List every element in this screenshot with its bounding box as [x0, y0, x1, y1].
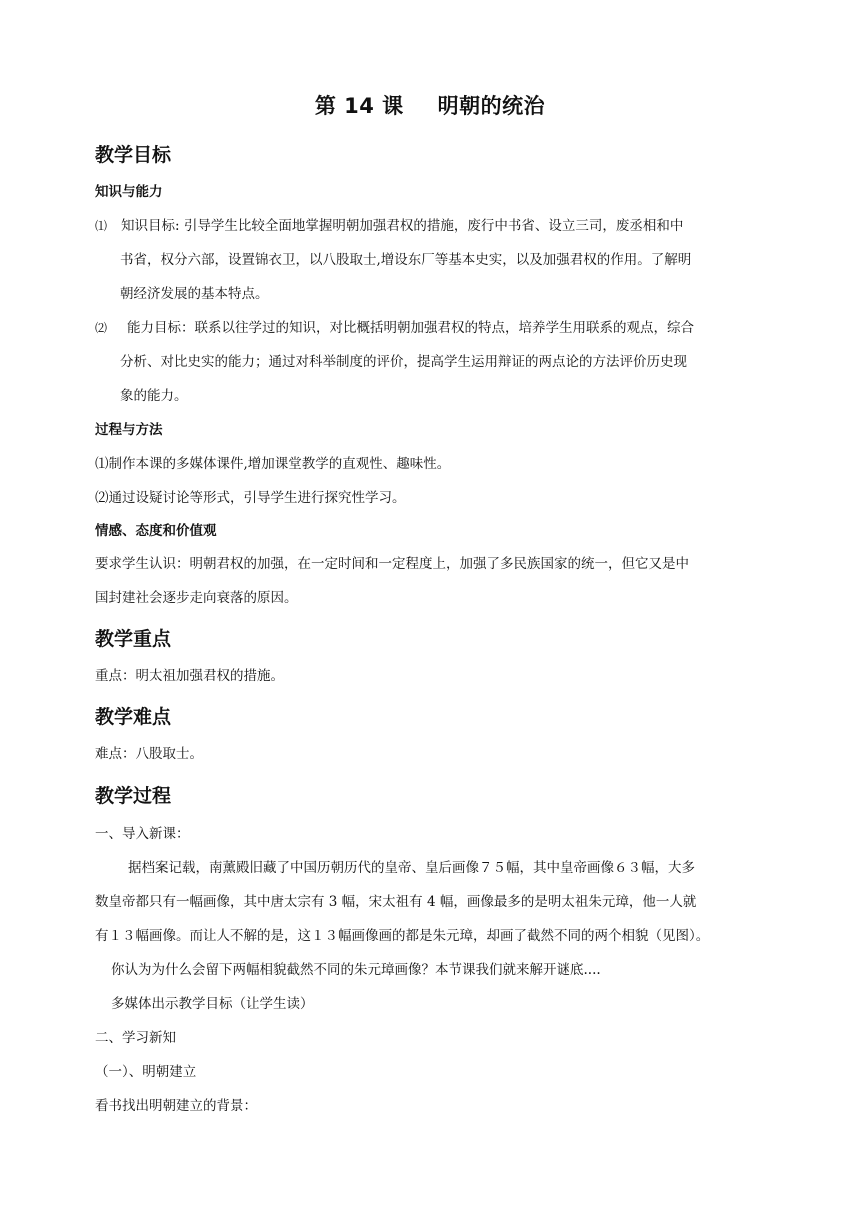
new-knowledge-heading: 二、学习新知	[95, 1030, 176, 1046]
values-line-1: 要求学生认识：明朝君权的加强，在一定时间和一定程度上，加强了多民族国家的统一，但它又是中	[95, 556, 689, 572]
task-line: 看书找出明朝建立的背景：	[95, 1098, 257, 1114]
key-point-text: 重点：明太祖加强君权的措施。	[95, 668, 284, 684]
item-number: ⑵	[95, 321, 108, 335]
heading-knowledge: 知识与能力	[95, 184, 163, 200]
heading-values: 情感、态度和价值观	[95, 523, 217, 539]
knowledge-item-1-line-2: 书省，权分六部，设置锦衣卫，以八股取士,增设东厂等基本史实，以及加强君权的作用。了解明	[120, 252, 692, 268]
heading-teaching-process: 教学过程	[95, 785, 172, 807]
multimedia-note: 多媒体出示教学目标（让学生读）	[111, 996, 314, 1012]
subsection-ming-founding: （一）、明朝建立	[95, 1064, 197, 1080]
process-line-2: ⑵通过设疑讨论等形式，引导学生进行探究性学习。	[95, 490, 406, 506]
heading-key-point: 教学重点	[95, 628, 172, 650]
knowledge-item-2-line-3: 象的能力。	[120, 388, 188, 404]
intro-question: 你认为为什么会留下两幅相貌截然不同的朱元璋画像？本节课我们就来解开谜底....	[111, 962, 601, 978]
item-number: ⑴	[95, 219, 108, 233]
intro-paragraph-line-2: 数皇帝都只有一幅画像，其中唐太宗有 3 幅，宋太祖有 4 幅，画像最多的是明太祖朱元璋，他一人就	[95, 894, 697, 910]
heading-objectives: 教学目标	[95, 144, 172, 166]
heading-difficulty: 教学难点	[95, 706, 172, 728]
lesson-title	[0, 90, 860, 120]
knowledge-item-2-line-2: 分析、对比史实的能力；通过对科举制度的评价，提高学生运用辩证的两点论的方法评价历史现	[120, 354, 687, 370]
heading-process-method: 过程与方法	[95, 422, 163, 438]
values-line-2: 国封建社会逐步走向衰落的原因。	[95, 590, 298, 606]
knowledge-item-2-line-1: ⑵ 能力目标：联系以往学过的知识，对比概括明朝加强君权的特点，培养学生用联系的观点，综合	[95, 320, 694, 336]
difficulty-text: 难点：八股取士。	[95, 746, 203, 762]
intro-paragraph-line-3: 有１３幅画像。而让人不解的是，这１３幅画像画的都是朱元璋，却画了截然不同的两个相貌（见图）。	[95, 928, 710, 944]
lesson-number: 第 14 课	[314, 94, 404, 118]
lesson-name: 明朝的统治	[437, 94, 546, 118]
knowledge-item-1-line-1: ⑴ 知识目标: 引导学生比较全面地掌握明朝加强君权的措施，废行中书省、设立三司，废丞相和中	[95, 218, 684, 234]
intro-heading: 一、导入新课：	[95, 826, 190, 842]
knowledge-item-1-line-3: 朝经济发展的基本特点。	[120, 286, 269, 302]
process-line-1: ⑴制作本课的多媒体课件,增加课堂教学的直观性、趣味性。	[95, 456, 451, 472]
intro-paragraph-line-1: 据档案记载，南薰殿旧藏了中国历朝历代的皇帝、皇后画像７５幅，其中皇帝画像６３幅，大多	[128, 860, 695, 876]
